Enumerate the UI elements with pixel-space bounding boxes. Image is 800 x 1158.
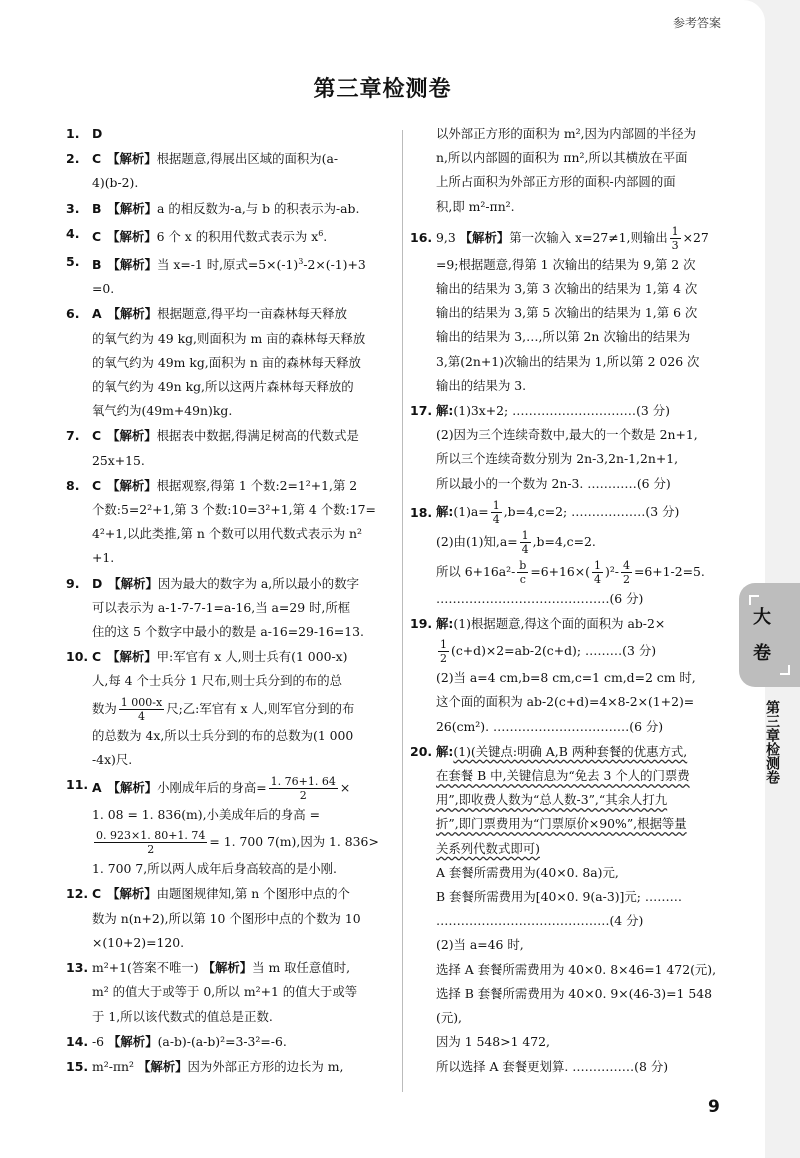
answer-item-3: [66, 197, 394, 221]
text-line: 住的这 5 个数字中最小的数是 a-16=29-16=13.: [92, 624, 364, 640]
item-number: 2.: [66, 151, 80, 167]
text-line: 选择 B 套餐所需费用为 40×0. 9×(46-3)=1 548: [436, 985, 712, 1001]
answer-choice: C: [92, 886, 102, 902]
item-number: 11.: [66, 777, 89, 793]
page-title: 第三章检测卷: [313, 77, 452, 102]
denominator: 4: [492, 512, 500, 526]
answer-item-8: [66, 474, 394, 571]
text-line: ,b=4,c=2; ………………(3 分): [503, 503, 680, 519]
item-number: 5.: [66, 254, 80, 270]
text-line: (2)由(1)知,a=: [436, 533, 518, 549]
analysis-tag: 【解析】: [107, 151, 157, 167]
answer-item-20: [410, 740, 728, 1079]
text-line: (2)当 a=4 cm,b=8 cm,c=1 cm,d=2 cm 时,: [436, 670, 696, 686]
answer-item-17: [410, 399, 728, 496]
text-line: 6 个 x 的积用代数式表示为 x: [156, 228, 319, 244]
key-point-note: (1)(关键点:明确 A,B 两种套餐的优惠方式,: [453, 743, 688, 759]
text-line: 所以 6+16a²-: [436, 563, 516, 579]
answer-item-6: [66, 302, 394, 423]
text-line: 当 x=-1 时,原式=5×(-1): [157, 257, 299, 273]
denominator: 2: [440, 652, 447, 666]
text-line: 输出的结果为 3,…,所以第 2n 次输出的结果为: [436, 329, 691, 345]
item-number: 18.: [410, 504, 433, 520]
fraction: [592, 559, 603, 586]
answer-choice: A: [92, 306, 102, 322]
text-line: 的氧气约为 49n kg,所以这两片森林每天释放的: [92, 379, 354, 395]
fraction: [517, 559, 528, 586]
answer-item-7: [66, 424, 394, 472]
text-line: (2)当 a=46 时,: [436, 937, 524, 953]
text-line: 所以选择 A 套餐更划算. ……………(8 分): [436, 1058, 669, 1074]
answer-expression: -6: [92, 1033, 105, 1049]
answer-choice: A: [92, 780, 102, 796]
page-number: 9: [708, 1097, 720, 1117]
answer-item-18: [410, 497, 728, 611]
text-line: ×(10+2)=120.: [92, 934, 185, 950]
item-number: 4.: [66, 225, 80, 241]
text-line: 尺;乙:军官有 x 人,则军官分到的布: [166, 700, 355, 716]
text-line: 当 m 取任意值时,: [252, 960, 351, 976]
text-line: 的氧气约为 49m kg,面积为 n 亩的森林每天释放: [92, 354, 361, 370]
answer-item-16: [410, 223, 728, 398]
item-number: 6.: [66, 306, 80, 322]
text-line: 以外部正方形的面积为 m²,因为内部圆的半径为: [436, 126, 697, 141]
item-number: 10.: [66, 649, 89, 665]
answer-choice: C: [92, 151, 102, 167]
section-tab: [739, 583, 800, 687]
text-line: 26(cm²). ……………………………(6 分): [436, 718, 664, 734]
text-line: B 套餐所需费用为[40×0. 9(a-3)]元; ………: [436, 889, 683, 905]
answer-expression: m²+1(答案不唯一): [92, 960, 199, 976]
text-line: 因为外部正方形的边长为 m,: [187, 1058, 344, 1074]
text-line: 因为 1 548>1 472,: [436, 1034, 550, 1050]
answer-choice: D: [92, 126, 103, 141]
fraction: [94, 829, 207, 856]
fraction: [520, 529, 531, 556]
text-line: ×27: [682, 229, 709, 245]
analysis-tag: 【解析】: [459, 229, 510, 245]
text-line: =6+1-2=5.: [633, 563, 705, 579]
text-line: 这个面的面积为 ab-2(c+d)=4×8-2×(1+2)=: [436, 694, 695, 710]
numerator: 1: [492, 498, 500, 512]
fraction: [119, 696, 164, 723]
text-line: 根据题意,得平均一亩森林每天释放: [157, 306, 347, 322]
item-number: 1.: [66, 126, 80, 141]
text-line: 甲:军官有 x 人,则士兵有(1 000-x): [156, 649, 348, 665]
text-line: )²-: [604, 563, 619, 579]
superscript: 6: [318, 228, 324, 238]
text-line: 1. 08 = 1. 836(m),小美成年后的身高 =: [92, 807, 320, 823]
answer-item-15: [66, 1055, 394, 1079]
answer-item-1: [66, 122, 394, 146]
item-number: 19.: [410, 616, 433, 632]
answer-item-12: [66, 882, 394, 955]
text-line: 因为最大的数字为 a,所以最小的数字: [157, 575, 359, 591]
analysis-tag: 【解析】: [107, 649, 157, 665]
text-line: ,b=4,c=2.: [532, 533, 596, 549]
fraction: [269, 775, 338, 802]
solution-tag: 解:: [436, 403, 454, 419]
denominator: 2: [147, 843, 155, 857]
text-line: 输出的结果为 3.: [436, 377, 527, 393]
text-line: (1)根据题意,得这个面的面积为 ab-2×: [453, 616, 666, 632]
text-line: 人,每 4 个士兵分 1 尺布,则士兵分到的布的总: [92, 673, 343, 689]
text-line: (1)a=: [453, 503, 489, 519]
text-line: 选择 A 套餐所需费用为 40×0. 8×46=1 472(元),: [436, 961, 717, 977]
numerator: 1: [671, 224, 679, 238]
analysis-tag: 【解析】: [107, 257, 158, 273]
solution-tag: 解:: [436, 503, 454, 519]
column-divider: [402, 130, 403, 1092]
text-line: 积,即 m²-πn².: [436, 198, 515, 214]
text-line: (1)3x+2; …………………………(3 分): [453, 403, 670, 419]
text-line: =9;根据题意,得第 1 次输出的结果为 9,第 2 次: [436, 256, 696, 272]
analysis-tag: 【解析】: [107, 477, 157, 493]
text-line: m² 的值大于或等于 0,所以 m²+1 的值大于或等: [92, 984, 358, 1000]
text-line: ×: [339, 780, 351, 796]
text-line: -2×(-1)+3: [303, 257, 366, 273]
item-number: 14.: [66, 1033, 89, 1049]
item-number: 7.: [66, 428, 80, 444]
text-line: ……………………………………(4 分): [436, 913, 644, 929]
text-line: 25x+15.: [92, 452, 145, 468]
text-line: ……………………………………(6 分): [436, 590, 644, 606]
denominator: 2: [299, 789, 307, 803]
answer-choice: C: [92, 477, 102, 493]
numerator: b: [519, 558, 527, 572]
answer-choice: B: [92, 257, 102, 273]
left-column: [66, 122, 394, 1080]
analysis-tag: 【解析】: [107, 200, 158, 216]
text-line: .: [323, 228, 328, 244]
text-line: 数为: [92, 700, 117, 716]
text-line: n,所以内部圆的面积为 πn²,所以其横放在平面: [436, 150, 688, 166]
denominator: 4: [521, 542, 529, 556]
header-answer-label: 参考答案: [672, 16, 721, 30]
item-number: 12.: [66, 886, 89, 902]
numerator: 1. 76+1. 64: [270, 775, 336, 789]
answer-expression: 9,3: [436, 229, 456, 245]
denominator: 4: [137, 709, 145, 723]
text-line: 1. 700 7,所以两人成年后身高较高的是小刚.: [92, 861, 337, 877]
fraction: [491, 499, 502, 526]
text-line: 氧气约为(49m+49n)kg.: [92, 403, 233, 419]
item-number: 3.: [66, 200, 80, 216]
section-vertical-label: 第三章检测卷: [764, 700, 780, 784]
text-line: =0.: [92, 281, 115, 297]
answer-expression: m²-πn²: [92, 1058, 134, 1074]
analysis-tag: 【解析】: [137, 1058, 188, 1074]
text-line: (a-b)-(a-b)²=3-3²=-6.: [157, 1033, 287, 1049]
text-line: = 1. 700 7(m),因为 1. 836>: [209, 834, 379, 850]
fraction: [670, 225, 681, 252]
section-tab-bottom-char: 卷: [753, 643, 771, 664]
text-line: 由题图规律知,第 n 个图形中点的个: [156, 886, 350, 902]
answer-item-9: [66, 572, 394, 645]
text-line: (2)因为三个连续奇数中,最大的一个数是 2n+1,: [436, 427, 698, 443]
text-line: (元),: [436, 1010, 462, 1026]
item-number: 8.: [66, 477, 80, 493]
analysis-tag: 【解析】: [108, 1033, 158, 1049]
item-number: 16.: [410, 229, 433, 245]
fraction: [621, 559, 632, 586]
analysis-tag: 【解析】: [107, 886, 157, 902]
numerator: 0. 923×1. 80+1. 74: [96, 829, 206, 843]
item-number: 15.: [66, 1058, 89, 1074]
text-line: (c+d)×2=ab-2(c+d); ………(3 分): [451, 643, 657, 659]
answer-item-10: [66, 645, 394, 772]
text-line: 根据表中数据,得满足树高的代数式是: [156, 428, 359, 444]
denominator: 4: [593, 572, 601, 586]
text-line: 4²+1,以此类推,第 n 个数可以用代数式表示为 n²: [92, 526, 362, 542]
numerator: 1: [440, 638, 447, 652]
numerator: 1: [593, 558, 601, 572]
right-column: [410, 122, 728, 1080]
text-line: 小刚成年后的身高=: [157, 780, 267, 796]
denominator: 2: [622, 572, 630, 586]
numerator: 1 000-x: [120, 695, 163, 709]
key-point-note: 用”,即收费人数为“总人数-3”,“其余人打九: [436, 792, 668, 808]
text-line: 的总数为 4x,所以士兵分到的布的总数为(1 000: [92, 727, 354, 743]
text-line: 3,第(2n+1)次输出的结果为 1,所以第 2 026 次: [436, 353, 700, 369]
key-point-note: 折”,即门票费用为“门票原价×90%”,根据等量: [436, 816, 687, 832]
text-line: 输出的结果为 3,第 3 次输出的结果为 1,第 4 次: [436, 281, 698, 297]
analysis-tag: 【解析】: [107, 428, 157, 444]
section-tab-top-char: 大: [753, 607, 771, 628]
answer-item-13: [66, 956, 394, 1029]
text-line: 所以最小的一个数为 2n-3. …………(6 分): [436, 475, 671, 491]
analysis-tag: 【解析】: [107, 306, 158, 322]
answer-choice: C: [92, 428, 102, 444]
answer-choice: C: [92, 649, 102, 665]
key-point-note: 关系列代数式即可): [436, 840, 540, 856]
item-number: 20.: [410, 743, 433, 759]
text-line: a 的相反数为-a,与 b 的积表示为-ab.: [157, 200, 360, 216]
text-line: 根据观察,得第 1 个数:2=1²+1,第 2: [156, 477, 358, 493]
text-line: 个数:5=2²+1,第 3 个数:10=3²+1,第 4 个数:17=: [92, 502, 376, 518]
text-line: 数为 n(n+2),所以第 10 个图形中点的个数为 10: [92, 910, 361, 926]
text-line: 于 1,所以该代数式的值总是正数.: [92, 1008, 273, 1024]
analysis-tag: 【解析】: [107, 780, 158, 796]
text-line: 的氧气约为 49 kg,则面积为 m 亩的森林每天释放: [92, 330, 366, 346]
answer-item-11: [66, 773, 394, 881]
solution-tag: 解:: [436, 743, 454, 759]
text-line: =6+16×(: [530, 563, 590, 579]
analysis-tag: 【解析】: [108, 575, 158, 591]
fraction: [438, 638, 449, 665]
numerator: 1: [521, 528, 529, 542]
denominator: 3: [671, 238, 679, 252]
numerator: 4: [622, 558, 630, 572]
text-line: 上所占面积为外部正方形的面积-内部圆的面: [436, 174, 676, 190]
text-line: 根据题意,得展出区域的面积为(a-: [156, 151, 339, 167]
answer-item-4: [66, 222, 394, 249]
item-number: 17.: [410, 403, 433, 419]
item-number: 9.: [66, 575, 80, 591]
text-line: A 套餐所需费用为(40×0. 8a)元,: [436, 864, 619, 880]
text-line: 可以表示为 a-1-7-7-1=a-16,当 a=29 时,所框: [92, 599, 351, 615]
item-number: 13.: [66, 960, 89, 976]
text-line: +1.: [92, 550, 115, 566]
analysis-tag: 【解析】: [107, 228, 157, 244]
answer-item-5: [66, 250, 394, 301]
corner-bracket-icon: [780, 665, 790, 675]
analysis-tag: 【解析】: [202, 960, 253, 976]
answer-choice: D: [92, 575, 103, 591]
solution-tag: 解:: [436, 616, 454, 632]
text-line: 输出的结果为 3,第 5 次输出的结果为 1,第 6 次: [436, 305, 698, 321]
denominator: c: [519, 572, 526, 586]
superscript: 3: [298, 257, 304, 267]
key-point-note: 在套餐 B 中,关键信息为“免去 3 个人的门票费: [436, 768, 690, 784]
answer-item-2: [66, 147, 394, 195]
text-line: 所以三个连续奇数分别为 2n-3,2n-1,2n+1,: [436, 451, 679, 467]
answer-item-19: [410, 612, 728, 739]
text-line: -4x)尺.: [92, 751, 133, 767]
answer-choice: B: [92, 200, 102, 216]
text-line: 第一次输入 x=27≠1,则输出: [509, 229, 668, 245]
answer-item-14: [66, 1030, 394, 1054]
answer-item-15-continued: [410, 122, 728, 219]
text-line: 4)(b-2).: [92, 175, 139, 191]
answer-choice: C: [92, 228, 102, 244]
